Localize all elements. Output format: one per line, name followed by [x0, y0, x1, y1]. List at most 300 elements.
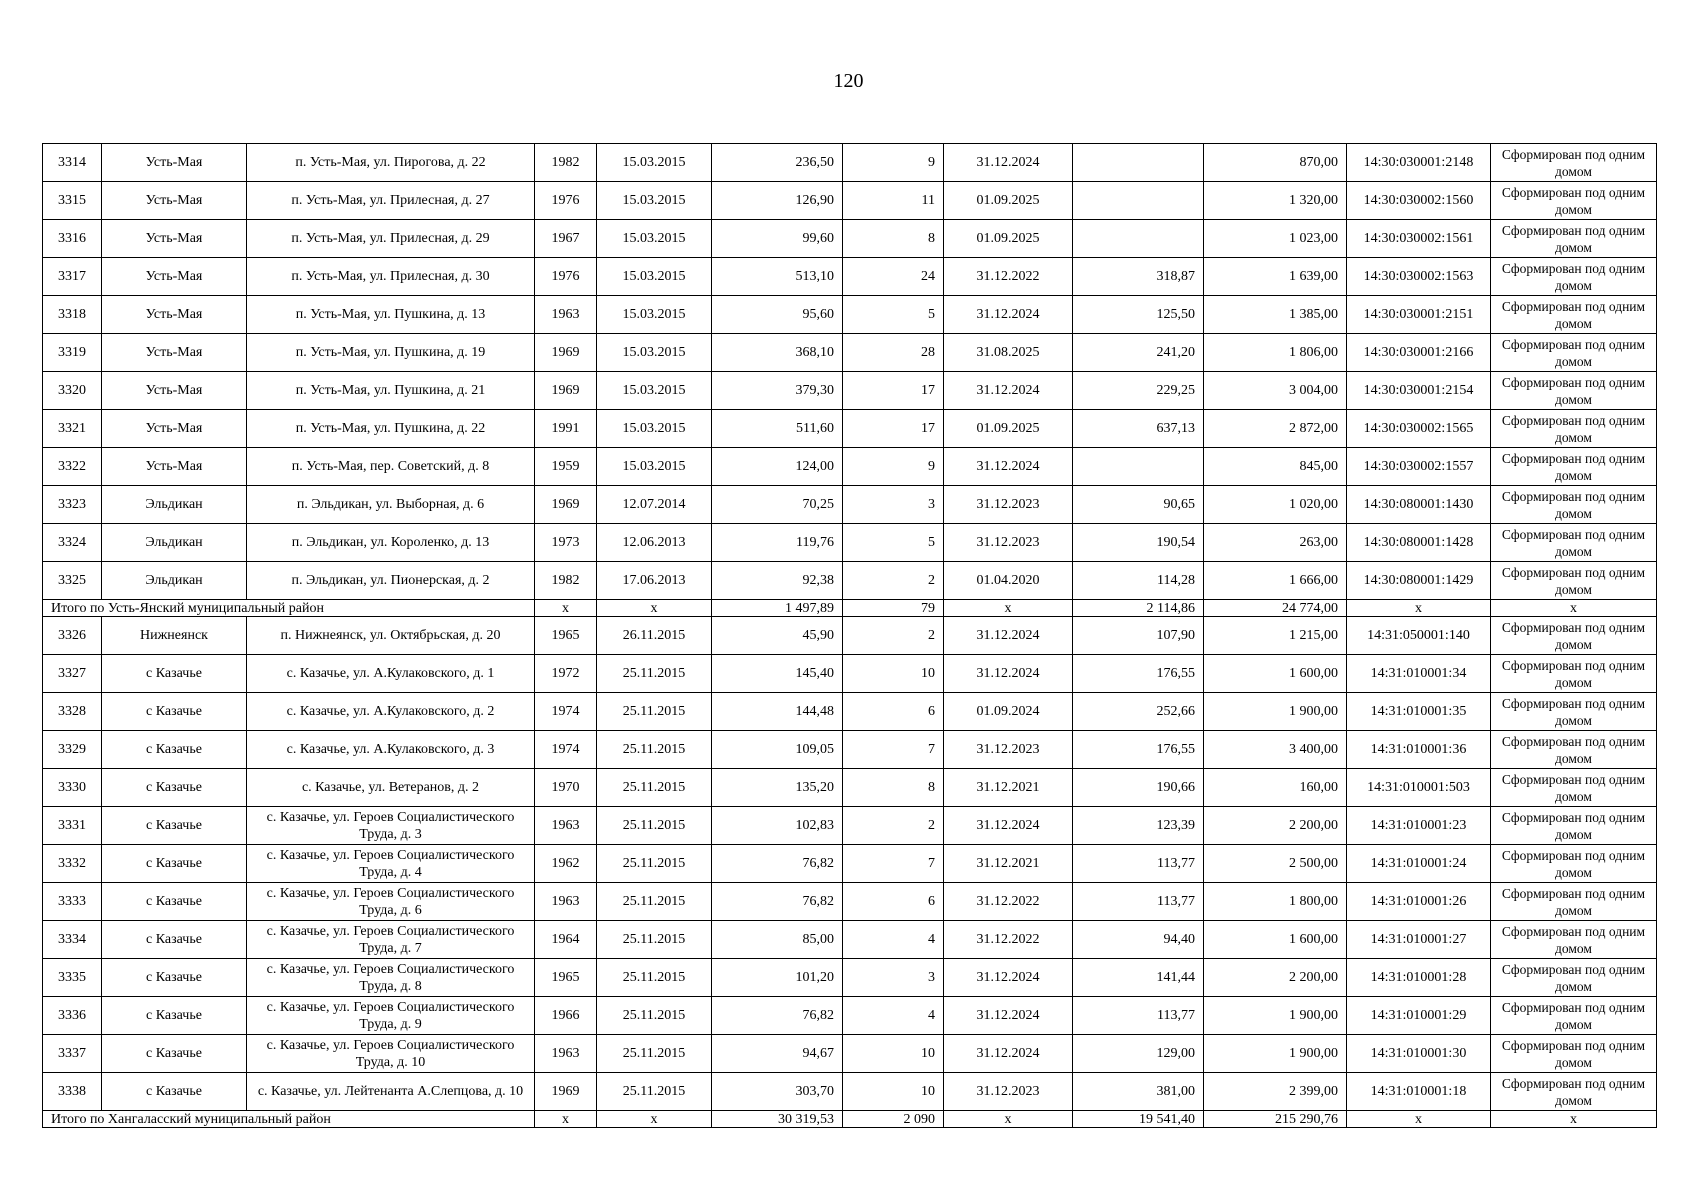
- cadastral-number: 14:31:010001:26: [1347, 883, 1491, 921]
- planned-date: 31.12.2024: [944, 1035, 1073, 1073]
- area: 145,40: [712, 655, 843, 693]
- residents-count: 8: [843, 769, 944, 807]
- row-number: 3327: [43, 655, 102, 693]
- total-label: Итого по Хангаласский муниципальный район: [43, 1111, 535, 1128]
- recognition-date: 25.11.2015: [597, 731, 712, 769]
- table-row: [43, 769, 1657, 807]
- cadastral-number: 14:30:030002:1561: [1347, 220, 1491, 258]
- residents-count: 2: [843, 807, 944, 845]
- planned-date: 01.09.2025: [944, 220, 1073, 258]
- planned-date: 31.12.2022: [944, 921, 1073, 959]
- area: 135,20: [712, 769, 843, 807]
- address: с. Казачье, ул. Героев Социалистического Труда, д. 7: [247, 921, 535, 959]
- locality: Усть-Мая: [102, 144, 247, 182]
- area: 76,82: [712, 845, 843, 883]
- build-year: 1967: [535, 220, 597, 258]
- planned-date: 01.09.2024: [944, 693, 1073, 731]
- total-area: 1 497,89: [712, 600, 843, 617]
- note: Сформирован под одним домом: [1491, 807, 1657, 845]
- locality: Усть-Мая: [102, 182, 247, 220]
- area: 76,82: [712, 997, 843, 1035]
- residents-count: 10: [843, 1035, 944, 1073]
- cost: 1 600,00: [1204, 921, 1347, 959]
- recognition-date: 25.11.2015: [597, 693, 712, 731]
- note: Сформирован под одним домом: [1491, 296, 1657, 334]
- cost: 160,00: [1204, 769, 1347, 807]
- build-year: 1965: [535, 617, 597, 655]
- table-row: [43, 693, 1657, 731]
- table-row: [43, 883, 1657, 921]
- recognition-date: 15.03.2015: [597, 144, 712, 182]
- housing-registry-table: [42, 143, 1657, 1128]
- recognition-date: 25.11.2015: [597, 845, 712, 883]
- table-row: [43, 562, 1657, 600]
- locality: Усть-Мая: [102, 296, 247, 334]
- planned-date: 31.12.2024: [944, 997, 1073, 1035]
- row-number: 3317: [43, 258, 102, 296]
- cadastral-number: 14:30:080001:1428: [1347, 524, 1491, 562]
- planned-date: 31.12.2021: [944, 845, 1073, 883]
- row-number: 3333: [43, 883, 102, 921]
- build-year: 1963: [535, 807, 597, 845]
- table-row: [43, 959, 1657, 997]
- cost: 1 900,00: [1204, 997, 1347, 1035]
- locality: с Казачье: [102, 769, 247, 807]
- cost: 1 666,00: [1204, 562, 1347, 600]
- row-number: 3330: [43, 769, 102, 807]
- recognition-date: 15.03.2015: [597, 182, 712, 220]
- locality: Усть-Мая: [102, 448, 247, 486]
- cadastral-number: 14:31:010001:24: [1347, 845, 1491, 883]
- residents-count: 3: [843, 959, 944, 997]
- table-row: [43, 524, 1657, 562]
- build-year: 1964: [535, 921, 597, 959]
- cadastral-number: 14:31:010001:34: [1347, 655, 1491, 693]
- address: п. Эльдикан, ул. Короленко, д. 13: [247, 524, 535, 562]
- table-row: [43, 655, 1657, 693]
- total-deadline: x: [944, 600, 1073, 617]
- build-year: 1970: [535, 769, 597, 807]
- land-area: 637,13: [1073, 410, 1204, 448]
- residents-count: 24: [843, 258, 944, 296]
- table-row: [43, 1073, 1657, 1111]
- cadastral-number: 14:30:080001:1429: [1347, 562, 1491, 600]
- note: Сформирован под одним домом: [1491, 372, 1657, 410]
- recognition-date: 25.11.2015: [597, 921, 712, 959]
- table-row: [43, 144, 1657, 182]
- land-area: 190,66: [1073, 769, 1204, 807]
- residents-count: 6: [843, 883, 944, 921]
- row-number: 3335: [43, 959, 102, 997]
- recognition-date: 12.06.2013: [597, 524, 712, 562]
- land-area: 176,55: [1073, 731, 1204, 769]
- cost: 1 800,00: [1204, 883, 1347, 921]
- total-deadline: x: [944, 1111, 1073, 1128]
- planned-date: 31.12.2024: [944, 296, 1073, 334]
- note: Сформирован под одним домом: [1491, 562, 1657, 600]
- total-year: x: [535, 600, 597, 617]
- cost: 263,00: [1204, 524, 1347, 562]
- address: с. Казачье, ул. Героев Социалистического Труда, д. 9: [247, 997, 535, 1035]
- note: Сформирован под одним домом: [1491, 182, 1657, 220]
- locality: с Казачье: [102, 997, 247, 1035]
- cadastral-number: 14:31:010001:27: [1347, 921, 1491, 959]
- locality: с Казачье: [102, 1073, 247, 1111]
- page-number: 120: [833, 70, 864, 92]
- build-year: 1959: [535, 448, 597, 486]
- build-year: 1969: [535, 334, 597, 372]
- locality: Эльдикан: [102, 486, 247, 524]
- area: 124,00: [712, 448, 843, 486]
- area: 379,30: [712, 372, 843, 410]
- note: Сформирован под одним домом: [1491, 617, 1657, 655]
- row-number: 3321: [43, 410, 102, 448]
- recognition-date: 26.11.2015: [597, 617, 712, 655]
- recognition-date: 25.11.2015: [597, 883, 712, 921]
- planned-date: 31.12.2024: [944, 807, 1073, 845]
- total-date: x: [597, 1111, 712, 1128]
- build-year: 1974: [535, 693, 597, 731]
- area: 236,50: [712, 144, 843, 182]
- land-area: [1073, 182, 1204, 220]
- note: Сформирован под одним домом: [1491, 144, 1657, 182]
- area: 70,25: [712, 486, 843, 524]
- residents-count: 10: [843, 655, 944, 693]
- cost: 3 004,00: [1204, 372, 1347, 410]
- total-residents: 79: [843, 600, 944, 617]
- cost: 1 020,00: [1204, 486, 1347, 524]
- row-number: 3318: [43, 296, 102, 334]
- residents-count: 2: [843, 617, 944, 655]
- residents-count: 9: [843, 448, 944, 486]
- row-number: 3336: [43, 997, 102, 1035]
- locality: Усть-Мая: [102, 334, 247, 372]
- area: 45,90: [712, 617, 843, 655]
- address: с. Казачье, ул. А.Кулаковского, д. 2: [247, 693, 535, 731]
- land-area: 123,39: [1073, 807, 1204, 845]
- residents-count: 28: [843, 334, 944, 372]
- note: Сформирован под одним домом: [1491, 448, 1657, 486]
- table-row: [43, 296, 1657, 334]
- residents-count: 17: [843, 410, 944, 448]
- area: 99,60: [712, 220, 843, 258]
- address: п. Нижнеянск, ул. Октябрьская, д. 20: [247, 617, 535, 655]
- planned-date: 31.12.2024: [944, 372, 1073, 410]
- table-row: [43, 617, 1657, 655]
- cost: 870,00: [1204, 144, 1347, 182]
- address: п. Усть-Мая, ул. Пушкина, д. 13: [247, 296, 535, 334]
- row-number: 3324: [43, 524, 102, 562]
- table-row: [43, 807, 1657, 845]
- area: 126,90: [712, 182, 843, 220]
- land-area: 229,25: [1073, 372, 1204, 410]
- planned-date: 31.12.2023: [944, 486, 1073, 524]
- area: 303,70: [712, 1073, 843, 1111]
- row-number: 3315: [43, 182, 102, 220]
- address: с. Казачье, ул. А.Кулаковского, д. 3: [247, 731, 535, 769]
- residents-count: 2: [843, 562, 944, 600]
- land-area: 113,77: [1073, 845, 1204, 883]
- residents-count: 5: [843, 296, 944, 334]
- planned-date: 31.12.2023: [944, 1073, 1073, 1111]
- build-year: 1969: [535, 486, 597, 524]
- total-land-area: 19 541,40: [1073, 1111, 1204, 1128]
- locality: с Казачье: [102, 845, 247, 883]
- planned-date: 31.08.2025: [944, 334, 1073, 372]
- address: п. Усть-Мая, ул. Прилесная, д. 27: [247, 182, 535, 220]
- residents-count: 9: [843, 144, 944, 182]
- locality: с Казачье: [102, 1035, 247, 1073]
- total-year: x: [535, 1111, 597, 1128]
- cost: 2 200,00: [1204, 959, 1347, 997]
- build-year: 1963: [535, 1035, 597, 1073]
- locality: с Казачье: [102, 731, 247, 769]
- total-residents: 2 090: [843, 1111, 944, 1128]
- total-cadastral: x: [1347, 1111, 1491, 1128]
- cost: 2 399,00: [1204, 1073, 1347, 1111]
- total-date: x: [597, 600, 712, 617]
- cost: 1 320,00: [1204, 182, 1347, 220]
- cadastral-number: 14:31:010001:18: [1347, 1073, 1491, 1111]
- residents-count: 5: [843, 524, 944, 562]
- recognition-date: 25.11.2015: [597, 997, 712, 1035]
- row-number: 3326: [43, 617, 102, 655]
- note: Сформирован под одним домом: [1491, 1035, 1657, 1073]
- cadastral-number: 14:31:010001:36: [1347, 731, 1491, 769]
- recognition-date: 25.11.2015: [597, 655, 712, 693]
- cadastral-number: 14:30:030002:1557: [1347, 448, 1491, 486]
- land-area: 90,65: [1073, 486, 1204, 524]
- row-number: 3337: [43, 1035, 102, 1073]
- row-number: 3331: [43, 807, 102, 845]
- area: 102,83: [712, 807, 843, 845]
- note: Сформирован под одним домом: [1491, 845, 1657, 883]
- recognition-date: 15.03.2015: [597, 372, 712, 410]
- table-row: [43, 997, 1657, 1035]
- residents-count: 8: [843, 220, 944, 258]
- cadastral-number: 14:31:010001:28: [1347, 959, 1491, 997]
- address: п. Эльдикан, ул. Пионерская, д. 2: [247, 562, 535, 600]
- land-area: [1073, 220, 1204, 258]
- recognition-date: 15.03.2015: [597, 448, 712, 486]
- build-year: 1976: [535, 182, 597, 220]
- land-area: 190,54: [1073, 524, 1204, 562]
- build-year: 1966: [535, 997, 597, 1035]
- recognition-date: 12.07.2014: [597, 486, 712, 524]
- land-area: 176,55: [1073, 655, 1204, 693]
- build-year: 1963: [535, 883, 597, 921]
- cadastral-number: 14:31:010001:23: [1347, 807, 1491, 845]
- row-number: 3316: [43, 220, 102, 258]
- residents-count: 6: [843, 693, 944, 731]
- table-row: [43, 334, 1657, 372]
- row-number: 3329: [43, 731, 102, 769]
- area: 144,48: [712, 693, 843, 731]
- cadastral-number: 14:31:010001:30: [1347, 1035, 1491, 1073]
- area: 76,82: [712, 883, 843, 921]
- table-row: [43, 220, 1657, 258]
- total-label: Итого по Усть-Янский муниципальный район: [43, 600, 535, 617]
- build-year: 1991: [535, 410, 597, 448]
- planned-date: 31.12.2022: [944, 883, 1073, 921]
- planned-date: 31.12.2023: [944, 731, 1073, 769]
- cost: 3 400,00: [1204, 731, 1347, 769]
- row-number: 3314: [43, 144, 102, 182]
- row-number: 3322: [43, 448, 102, 486]
- note: Сформирован под одним домом: [1491, 410, 1657, 448]
- planned-date: 31.12.2024: [944, 959, 1073, 997]
- planned-date: 31.12.2023: [944, 524, 1073, 562]
- cadastral-number: 14:30:030001:2151: [1347, 296, 1491, 334]
- note: Сформирован под одним домом: [1491, 220, 1657, 258]
- locality: Усть-Мая: [102, 372, 247, 410]
- locality: Нижнеянск: [102, 617, 247, 655]
- cost: 845,00: [1204, 448, 1347, 486]
- address: п. Эльдикан, ул. Выборная, д. 6: [247, 486, 535, 524]
- recognition-date: 25.11.2015: [597, 959, 712, 997]
- address: п. Усть-Мая, ул. Прилесная, д. 29: [247, 220, 535, 258]
- row-number: 3338: [43, 1073, 102, 1111]
- locality: Усть-Мая: [102, 410, 247, 448]
- table-row: [43, 448, 1657, 486]
- land-area: 113,77: [1073, 883, 1204, 921]
- recognition-date: 25.11.2015: [597, 1035, 712, 1073]
- address: п. Усть-Мая, ул. Пирогова, д. 22: [247, 144, 535, 182]
- address: с. Казачье, ул. Лейтенанта А.Слепцова, д. 10: [247, 1073, 535, 1111]
- locality: с Казачье: [102, 959, 247, 997]
- cadastral-number: 14:30:030001:2166: [1347, 334, 1491, 372]
- land-area: 107,90: [1073, 617, 1204, 655]
- cadastral-number: 14:31:050001:140: [1347, 617, 1491, 655]
- recognition-date: 15.03.2015: [597, 258, 712, 296]
- locality: с Казачье: [102, 807, 247, 845]
- cadastral-number: 14:30:030002:1563: [1347, 258, 1491, 296]
- note: Сформирован под одним домом: [1491, 693, 1657, 731]
- row-number: 3328: [43, 693, 102, 731]
- address: п. Усть-Мая, ул. Пушкина, д. 19: [247, 334, 535, 372]
- recognition-date: 15.03.2015: [597, 296, 712, 334]
- residents-count: 7: [843, 731, 944, 769]
- build-year: 1976: [535, 258, 597, 296]
- row-number: 3319: [43, 334, 102, 372]
- cost: 1 600,00: [1204, 655, 1347, 693]
- land-area: 114,28: [1073, 562, 1204, 600]
- address: п. Усть-Мая, ул. Прилесная, д. 30: [247, 258, 535, 296]
- note: Сформирован под одним домом: [1491, 997, 1657, 1035]
- note: Сформирован под одним домом: [1491, 1073, 1657, 1111]
- land-area: [1073, 144, 1204, 182]
- build-year: 1982: [535, 562, 597, 600]
- area: 94,67: [712, 1035, 843, 1073]
- area: 109,05: [712, 731, 843, 769]
- area: 101,20: [712, 959, 843, 997]
- build-year: 1973: [535, 524, 597, 562]
- total-area: 30 319,53: [712, 1111, 843, 1128]
- cadastral-number: 14:30:080001:1430: [1347, 486, 1491, 524]
- address: с. Казачье, ул. Героев Социалистического Труда, д. 8: [247, 959, 535, 997]
- address: с. Казачье, ул. Героев Социалистического Труда, д. 3: [247, 807, 535, 845]
- cost: 1 806,00: [1204, 334, 1347, 372]
- locality: с Казачье: [102, 883, 247, 921]
- area: 513,10: [712, 258, 843, 296]
- land-area: 318,87: [1073, 258, 1204, 296]
- recognition-date: 17.06.2013: [597, 562, 712, 600]
- note: Сформирован под одним домом: [1491, 731, 1657, 769]
- land-area: 125,50: [1073, 296, 1204, 334]
- residents-count: 4: [843, 997, 944, 1035]
- cost: 2 872,00: [1204, 410, 1347, 448]
- cost: 2 200,00: [1204, 807, 1347, 845]
- residents-count: 11: [843, 182, 944, 220]
- cost: 1 023,00: [1204, 220, 1347, 258]
- table-row: [43, 410, 1657, 448]
- total-note: x: [1491, 600, 1657, 617]
- residents-count: 10: [843, 1073, 944, 1111]
- recognition-date: 15.03.2015: [597, 410, 712, 448]
- recognition-date: 25.11.2015: [597, 1073, 712, 1111]
- address: с. Казачье, ул. Героев Социалистического Труда, д. 4: [247, 845, 535, 883]
- cadastral-number: 14:30:030002:1565: [1347, 410, 1491, 448]
- planned-date: 31.12.2024: [944, 617, 1073, 655]
- planned-date: 31.12.2024: [944, 448, 1073, 486]
- note: Сформирован под одним домом: [1491, 959, 1657, 997]
- table-row: [43, 258, 1657, 296]
- land-area: 252,66: [1073, 693, 1204, 731]
- land-area: 141,44: [1073, 959, 1204, 997]
- table-row: [43, 731, 1657, 769]
- table-row: [43, 372, 1657, 410]
- planned-date: 31.12.2024: [944, 144, 1073, 182]
- locality: Эльдикан: [102, 562, 247, 600]
- table-row: [43, 1035, 1657, 1073]
- land-area: 113,77: [1073, 997, 1204, 1035]
- note: Сформирован под одним домом: [1491, 883, 1657, 921]
- note: Сформирован под одним домом: [1491, 921, 1657, 959]
- address: с. Казачье, ул. Героев Социалистического Труда, д. 6: [247, 883, 535, 921]
- total-note: x: [1491, 1111, 1657, 1128]
- total-cost: 215 290,76: [1204, 1111, 1347, 1128]
- note: Сформирован под одним домом: [1491, 769, 1657, 807]
- planned-date: 01.04.2020: [944, 562, 1073, 600]
- row-number: 3332: [43, 845, 102, 883]
- area: 119,76: [712, 524, 843, 562]
- cost: 2 500,00: [1204, 845, 1347, 883]
- residents-count: 17: [843, 372, 944, 410]
- locality: Усть-Мая: [102, 258, 247, 296]
- note: Сформирован под одним домом: [1491, 258, 1657, 296]
- build-year: 1969: [535, 372, 597, 410]
- note: Сформирован под одним домом: [1491, 486, 1657, 524]
- area: 92,38: [712, 562, 843, 600]
- locality: с Казачье: [102, 693, 247, 731]
- cadastral-number: 14:31:010001:35: [1347, 693, 1491, 731]
- area: 95,60: [712, 296, 843, 334]
- build-year: 1962: [535, 845, 597, 883]
- land-area: [1073, 448, 1204, 486]
- total-row: [43, 1111, 1657, 1128]
- cost: 1 385,00: [1204, 296, 1347, 334]
- address: с. Казачье, ул. Героев Социалистического Труда, д. 10: [247, 1035, 535, 1073]
- residents-count: 4: [843, 921, 944, 959]
- note: Сформирован под одним домом: [1491, 524, 1657, 562]
- planned-date: 01.09.2025: [944, 182, 1073, 220]
- cadastral-number: 14:31:010001:29: [1347, 997, 1491, 1035]
- table-row: [43, 486, 1657, 524]
- planned-date: 31.12.2024: [944, 655, 1073, 693]
- locality: с Казачье: [102, 921, 247, 959]
- address: п. Усть-Мая, ул. Пушкина, д. 22: [247, 410, 535, 448]
- area: 85,00: [712, 921, 843, 959]
